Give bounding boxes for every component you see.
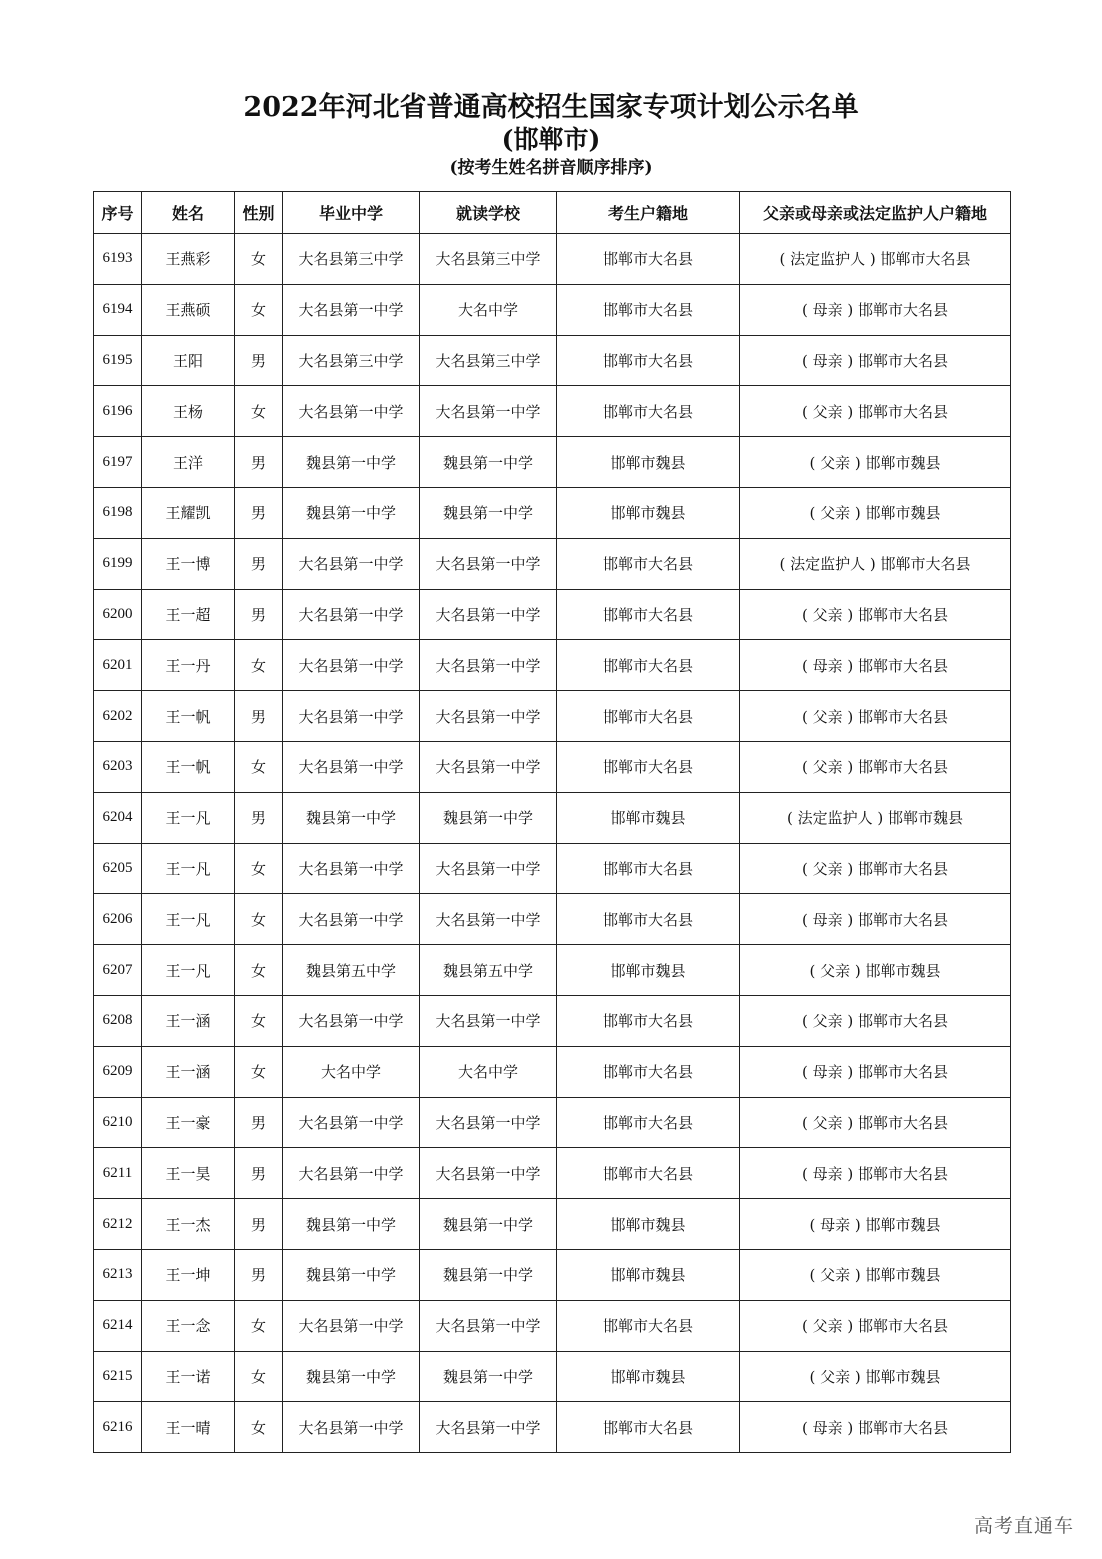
cell-household-registration: 邯郸市魏县: [557, 487, 740, 538]
cell-name: 王一晴: [142, 1402, 235, 1453]
cell-gender: 男: [235, 1097, 283, 1148]
cell-name: 王一丹: [142, 640, 235, 691]
cell-guardian-registration: ( 父亲 ) 邯郸市魏县: [740, 487, 1011, 538]
cell-serial: 6210: [94, 1097, 142, 1148]
cell-current-school: 大名县第一中学: [420, 894, 557, 945]
cell-household-registration: 邯郸市魏县: [557, 945, 740, 996]
cell-name: 王一帆: [142, 691, 235, 742]
candidate-table: [93, 191, 1011, 1453]
cell-guardian-registration: ( 法定监护人 ) 邯郸市大名县: [740, 538, 1011, 589]
cell-serial: 6212: [94, 1199, 142, 1250]
cell-household-registration: 邯郸市大名县: [557, 691, 740, 742]
cell-serial: 6203: [94, 741, 142, 792]
table-row: [94, 995, 1011, 1046]
cell-current-school: 大名县第一中学: [420, 538, 557, 589]
cell-gender: 女: [235, 640, 283, 691]
cell-serial: 6195: [94, 335, 142, 386]
cell-household-registration: 邯郸市大名县: [557, 589, 740, 640]
cell-gender: 女: [235, 284, 283, 335]
cell-serial: 6215: [94, 1351, 142, 1402]
header-graduated-school: 毕业中学: [283, 192, 420, 234]
cell-household-registration: 邯郸市大名县: [557, 741, 740, 792]
cell-name: 王杨: [142, 386, 235, 437]
cell-graduated-school: 大名县第一中学: [283, 894, 420, 945]
document-title: 2022年河北省普通高校招生国家专项计划公示名单: [243, 92, 859, 123]
cell-gender: 女: [235, 1300, 283, 1351]
cell-guardian-registration: ( 母亲 ) 邯郸市大名县: [740, 335, 1011, 386]
cell-gender: 女: [235, 843, 283, 894]
cell-graduated-school: 魏县第一中学: [283, 1199, 420, 1250]
table-row: [94, 335, 1011, 386]
cell-graduated-school: 大名县第一中学: [283, 1148, 420, 1199]
table-row: [94, 234, 1011, 285]
cell-graduated-school: 魏县第一中学: [283, 792, 420, 843]
cell-serial: 6207: [94, 945, 142, 996]
cell-guardian-registration: ( 母亲 ) 邯郸市魏县: [740, 1199, 1011, 1250]
table-row: [94, 386, 1011, 437]
cell-graduated-school: 大名县第一中学: [283, 1402, 420, 1453]
cell-household-registration: 邯郸市魏县: [557, 1199, 740, 1250]
cell-graduated-school: 大名县第一中学: [283, 538, 420, 589]
table-row: [94, 538, 1011, 589]
cell-current-school: 魏县第一中学: [420, 1351, 557, 1402]
cell-current-school: 魏县第一中学: [420, 792, 557, 843]
cell-household-registration: 邯郸市大名县: [557, 640, 740, 691]
cell-gender: 男: [235, 1249, 283, 1300]
cell-guardian-registration: ( 父亲 ) 邯郸市魏县: [740, 437, 1011, 488]
cell-household-registration: 邯郸市大名县: [557, 894, 740, 945]
cell-name: 王一凡: [142, 843, 235, 894]
cell-graduated-school: 大名县第一中学: [283, 741, 420, 792]
cell-name: 王一坤: [142, 1249, 235, 1300]
cell-graduated-school: 大名县第一中学: [283, 284, 420, 335]
header-household-registration: 考生户籍地: [557, 192, 740, 234]
cell-serial: 6199: [94, 538, 142, 589]
cell-serial: 6202: [94, 691, 142, 742]
document-sort-note: (按考生姓名拼音顺序排序): [449, 158, 653, 178]
cell-guardian-registration: ( 母亲 ) 邯郸市大名县: [740, 1402, 1011, 1453]
cell-household-registration: 邯郸市大名县: [557, 843, 740, 894]
header-name: 姓名: [142, 192, 235, 234]
cell-graduated-school: 大名中学: [283, 1046, 420, 1097]
cell-household-registration: 邯郸市大名县: [557, 1046, 740, 1097]
cell-gender: 男: [235, 538, 283, 589]
table-row: [94, 1046, 1011, 1097]
table-row: [94, 894, 1011, 945]
cell-gender: 女: [235, 995, 283, 1046]
cell-gender: 男: [235, 792, 283, 843]
cell-current-school: 魏县第一中学: [420, 437, 557, 488]
cell-guardian-registration: ( 父亲 ) 邯郸市大名县: [740, 589, 1011, 640]
cell-gender: 男: [235, 487, 283, 538]
cell-current-school: 大名县第一中学: [420, 1148, 557, 1199]
cell-gender: 女: [235, 1402, 283, 1453]
table-row: [94, 640, 1011, 691]
cell-current-school: 魏县第五中学: [420, 945, 557, 996]
cell-graduated-school: 大名县第一中学: [283, 1300, 420, 1351]
cell-name: 王耀凯: [142, 487, 235, 538]
table-row: [94, 1249, 1011, 1300]
cell-name: 王洋: [142, 437, 235, 488]
cell-name: 王一念: [142, 1300, 235, 1351]
cell-guardian-registration: ( 父亲 ) 邯郸市魏县: [740, 1351, 1011, 1402]
cell-name: 王一诺: [142, 1351, 235, 1402]
table-row: [94, 945, 1011, 996]
cell-guardian-registration: ( 父亲 ) 邯郸市大名县: [740, 843, 1011, 894]
table-row: [94, 437, 1011, 488]
table-row: [94, 589, 1011, 640]
table-row: [94, 1402, 1011, 1453]
cell-serial: 6196: [94, 386, 142, 437]
cell-guardian-registration: ( 父亲 ) 邯郸市魏县: [740, 945, 1011, 996]
cell-guardian-registration: ( 父亲 ) 邯郸市大名县: [740, 995, 1011, 1046]
cell-gender: 女: [235, 1046, 283, 1097]
cell-guardian-registration: ( 父亲 ) 邯郸市大名县: [740, 691, 1011, 742]
cell-graduated-school: 大名县第一中学: [283, 589, 420, 640]
cell-serial: 6193: [94, 234, 142, 285]
cell-graduated-school: 大名县第一中学: [283, 691, 420, 742]
cell-graduated-school: 大名县第三中学: [283, 234, 420, 285]
cell-name: 王阳: [142, 335, 235, 386]
cell-serial: 6197: [94, 437, 142, 488]
cell-graduated-school: 大名县第三中学: [283, 335, 420, 386]
cell-name: 王一涵: [142, 995, 235, 1046]
cell-serial: 6198: [94, 487, 142, 538]
cell-gender: 女: [235, 894, 283, 945]
cell-serial: 6204: [94, 792, 142, 843]
cell-gender: 女: [235, 386, 283, 437]
cell-name: 王一帆: [142, 741, 235, 792]
table-row: [94, 691, 1011, 742]
cell-serial: 6205: [94, 843, 142, 894]
cell-name: 王燕硕: [142, 284, 235, 335]
cell-current-school: 大名县第一中学: [420, 1300, 557, 1351]
table-row: [94, 741, 1011, 792]
cell-guardian-registration: ( 父亲 ) 邯郸市魏县: [740, 1249, 1011, 1300]
cell-household-registration: 邯郸市魏县: [557, 437, 740, 488]
header-gender: 性别: [235, 192, 283, 234]
cell-household-registration: 邯郸市大名县: [557, 1097, 740, 1148]
table-header-row: [94, 192, 1011, 234]
cell-household-registration: 邯郸市魏县: [557, 1249, 740, 1300]
cell-current-school: 魏县第一中学: [420, 1249, 557, 1300]
cell-household-registration: 邯郸市大名县: [557, 1148, 740, 1199]
cell-guardian-registration: ( 父亲 ) 邯郸市大名县: [740, 386, 1011, 437]
cell-household-registration: 邯郸市大名县: [557, 538, 740, 589]
cell-current-school: 大名县第一中学: [420, 843, 557, 894]
cell-household-registration: 邯郸市魏县: [557, 792, 740, 843]
cell-serial: 6194: [94, 284, 142, 335]
cell-gender: 男: [235, 589, 283, 640]
cell-guardian-registration: ( 母亲 ) 邯郸市大名县: [740, 1148, 1011, 1199]
table-row: [94, 284, 1011, 335]
cell-gender: 女: [235, 945, 283, 996]
cell-serial: 6208: [94, 995, 142, 1046]
cell-gender: 男: [235, 1148, 283, 1199]
table-row: [94, 487, 1011, 538]
cell-name: 王一昊: [142, 1148, 235, 1199]
cell-name: 王燕彩: [142, 234, 235, 285]
cell-current-school: 大名县第三中学: [420, 234, 557, 285]
cell-guardian-registration: ( 母亲 ) 邯郸市大名县: [740, 1046, 1011, 1097]
document-city: (邯郸市): [501, 125, 601, 154]
cell-serial: 6211: [94, 1148, 142, 1199]
table-body: [94, 234, 1011, 1453]
cell-gender: 女: [235, 1351, 283, 1402]
cell-graduated-school: 魏县第一中学: [283, 1351, 420, 1402]
cell-household-registration: 邯郸市大名县: [557, 335, 740, 386]
cell-current-school: 大名县第一中学: [420, 1402, 557, 1453]
cell-serial: 6213: [94, 1249, 142, 1300]
cell-current-school: 大名中学: [420, 1046, 557, 1097]
cell-household-registration: 邯郸市大名县: [557, 1300, 740, 1351]
cell-current-school: 魏县第一中学: [420, 487, 557, 538]
cell-current-school: 大名县第一中学: [420, 741, 557, 792]
cell-name: 王一凡: [142, 945, 235, 996]
cell-current-school: 大名县第一中学: [420, 640, 557, 691]
cell-gender: 男: [235, 1199, 283, 1250]
cell-household-registration: 邯郸市大名县: [557, 234, 740, 285]
cell-gender: 男: [235, 691, 283, 742]
cell-guardian-registration: ( 法定监护人 ) 邯郸市魏县: [740, 792, 1011, 843]
watermark: 高考直通车: [973, 1515, 1074, 1537]
cell-gender: 男: [235, 335, 283, 386]
cell-graduated-school: 大名县第一中学: [283, 995, 420, 1046]
cell-household-registration: 邯郸市魏县: [557, 1351, 740, 1402]
table-row: [94, 1300, 1011, 1351]
cell-name: 王一凡: [142, 792, 235, 843]
cell-gender: 女: [235, 234, 283, 285]
cell-name: 王一涵: [142, 1046, 235, 1097]
cell-graduated-school: 魏县第五中学: [283, 945, 420, 996]
cell-graduated-school: 魏县第一中学: [283, 437, 420, 488]
cell-guardian-registration: ( 父亲 ) 邯郸市大名县: [740, 741, 1011, 792]
cell-serial: 6216: [94, 1402, 142, 1453]
cell-guardian-registration: ( 母亲 ) 邯郸市大名县: [740, 640, 1011, 691]
cell-current-school: 大名县第一中学: [420, 386, 557, 437]
cell-current-school: 魏县第一中学: [420, 1199, 557, 1250]
table-row: [94, 1199, 1011, 1250]
table-row: [94, 1148, 1011, 1199]
header-serial: 序号: [94, 192, 142, 234]
cell-name: 王一博: [142, 538, 235, 589]
cell-household-registration: 邯郸市大名县: [557, 386, 740, 437]
cell-name: 王一超: [142, 589, 235, 640]
cell-guardian-registration: ( 母亲 ) 邯郸市大名县: [740, 284, 1011, 335]
cell-serial: 6209: [94, 1046, 142, 1097]
cell-gender: 女: [235, 741, 283, 792]
cell-current-school: 大名县第一中学: [420, 1097, 557, 1148]
cell-serial: 6200: [94, 589, 142, 640]
cell-guardian-registration: ( 父亲 ) 邯郸市大名县: [740, 1300, 1011, 1351]
table-row: [94, 792, 1011, 843]
cell-household-registration: 邯郸市大名县: [557, 1402, 740, 1453]
cell-graduated-school: 大名县第一中学: [283, 843, 420, 894]
cell-guardian-registration: ( 母亲 ) 邯郸市大名县: [740, 894, 1011, 945]
cell-current-school: 大名县第一中学: [420, 691, 557, 742]
cell-current-school: 大名中学: [420, 284, 557, 335]
cell-serial: 6201: [94, 640, 142, 691]
cell-name: 王一豪: [142, 1097, 235, 1148]
cell-graduated-school: 大名县第一中学: [283, 1097, 420, 1148]
table-row: [94, 1097, 1011, 1148]
cell-graduated-school: 大名县第一中学: [283, 386, 420, 437]
cell-household-registration: 邯郸市大名县: [557, 995, 740, 1046]
cell-name: 王一杰: [142, 1199, 235, 1250]
cell-graduated-school: 大名县第一中学: [283, 640, 420, 691]
header-current-school: 就读学校: [420, 192, 557, 234]
cell-gender: 男: [235, 437, 283, 488]
cell-graduated-school: 魏县第一中学: [283, 487, 420, 538]
cell-serial: 6214: [94, 1300, 142, 1351]
table-row: [94, 1351, 1011, 1402]
cell-current-school: 大名县第一中学: [420, 995, 557, 1046]
cell-household-registration: 邯郸市大名县: [557, 284, 740, 335]
cell-guardian-registration: ( 父亲 ) 邯郸市大名县: [740, 1097, 1011, 1148]
cell-current-school: 大名县第三中学: [420, 335, 557, 386]
cell-serial: 6206: [94, 894, 142, 945]
table-row: [94, 843, 1011, 894]
cell-name: 王一凡: [142, 894, 235, 945]
cell-current-school: 大名县第一中学: [420, 589, 557, 640]
cell-guardian-registration: ( 法定监护人 ) 邯郸市大名县: [740, 234, 1011, 285]
cell-graduated-school: 魏县第一中学: [283, 1249, 420, 1300]
header-guardian-registration: 父亲或母亲或法定监护人户籍地: [740, 192, 1011, 234]
